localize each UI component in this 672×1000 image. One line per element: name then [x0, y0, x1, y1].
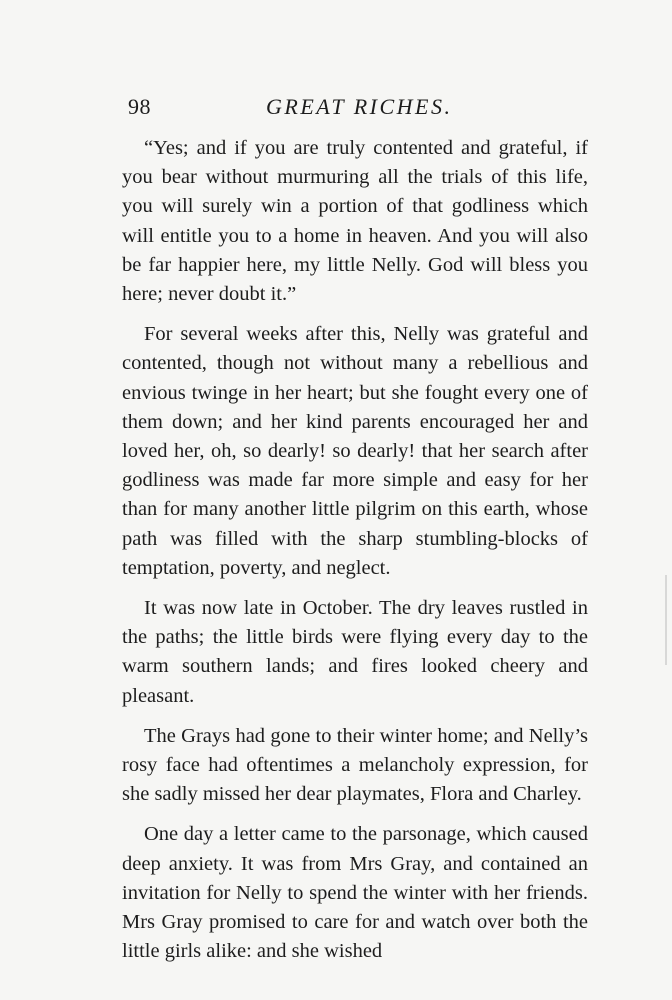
scan-edge-mark [665, 575, 667, 665]
paragraph: It was now late in October. The dry leaves rustled in the paths; the little birds were flying every day to the warm southern lands; and fires looked cheery and pleasant. [122, 597, 588, 707]
page-number: 98 [128, 94, 151, 119]
page-header [128, 94, 586, 124]
paragraph: One day a letter came to the parsonage, which caused deep anxiety. It was from Mrs Gray, and contained an invitation for Nelly to spend the winter with her friends. Mrs Gray promised to care for and watch over both the little girls alike: and she wished [122, 823, 588, 963]
body-text [122, 134, 588, 977]
paragraph: For several weeks after this, Nelly was grateful and contented, though not without many a rebellious and envious twinge in her heart; but she fought every one of them down; and her kind parents encouraged her and loved her, oh, so dearly! so dearly! that her search after godliness was made far more simple and easy for her than for many another little pilgrim on this earth, whose path was filled with the sharp stumbling-blocks of temptation, poverty, and neglect. [122, 323, 588, 579]
paragraph: The Grays had gone to their winter home; and Nelly’s rosy face had oftentimes a melancholy expression, for she sadly missed her dear playmates, Flora and Charley. [122, 724, 588, 806]
paragraph: “Yes; and if you are truly contented and grateful, if you bear without murmuring all the trials of this life, you will surely win a portion of that godliness which will entitle you to a home in heaven. And you will also be far happier here, my little Nelly. God will bless you here; never doubt it.” [122, 137, 588, 306]
running-title: GREAT RICHES. [266, 94, 453, 119]
